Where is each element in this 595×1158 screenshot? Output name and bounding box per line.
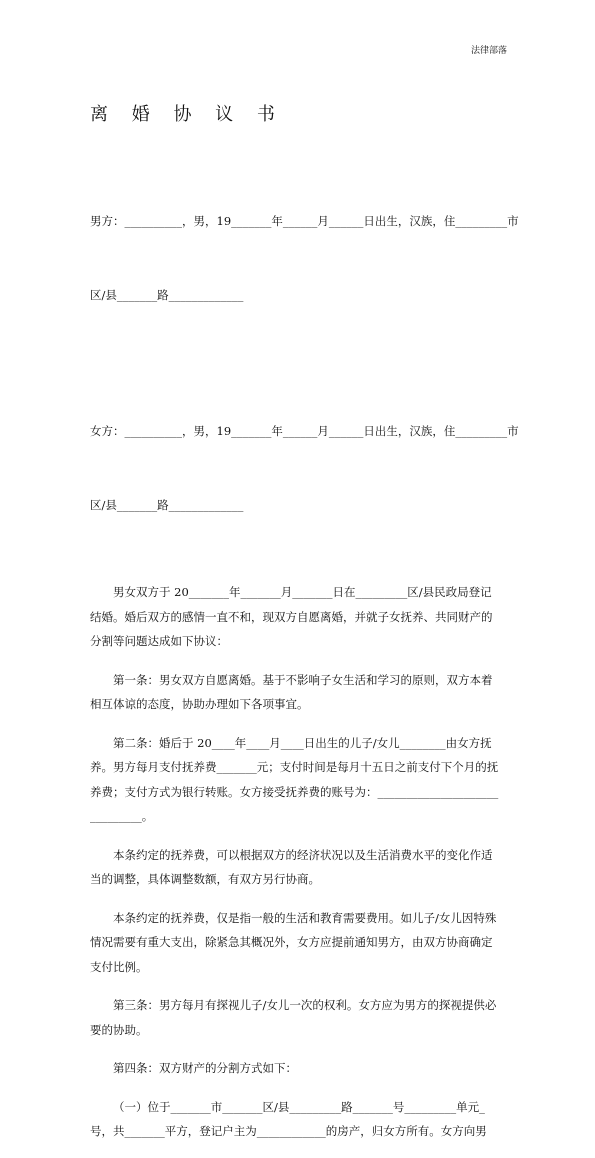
article-1: 第一条：男女双方自愿离婚。基于不影响子女生活和学习的原则，双方本着相互体谅的态度，协助办理如下各项事宜。 bbox=[90, 672, 493, 711]
document-title: 离 婚 协 议 书 bbox=[90, 104, 284, 125]
property-item-1: （一）位于_______市_______区/县_________路_______号_________单元_号，共_______平方，登记户主为____________的房产，归女方所有。女方向男 bbox=[90, 1099, 487, 1138]
male-party-line-2: 区/县_______路_____________ bbox=[90, 287, 244, 302]
male-party-line-1: 男方：__________，男，19_______年______月______日出生，汉族，住_________市 bbox=[90, 214, 519, 228]
male-party-paragraph bbox=[90, 160, 519, 356]
female-party-line-2: 区/县_______路_____________ bbox=[90, 497, 244, 512]
support-note-1: 本条约定的抚养费，可以根据双方的经济状况以及生活消费水平的变化作适当的调整，具体调整数额，有双方另行协商。 bbox=[90, 847, 493, 886]
article-3: 第三条：男方每月有探视儿子/女儿一次的权利。女方应为男方的探视提供必要的协助。 bbox=[90, 998, 497, 1037]
article-2: 第二条：婚后于 20____年____月____日出生的儿子/女儿________由女方抚养。男方每月支付抚养费_______元；支付时间是每月十五日之前支付下个月的抚养费；支付方式为银行转账。女方接受抚养费的账号为：______________________________。 bbox=[90, 735, 499, 823]
article-4: 第四条：双方财产的分割方式如下： bbox=[113, 1061, 297, 1075]
female-party-paragraph bbox=[90, 370, 519, 566]
female-party-line-1: 女方：__________，男，19_______年______月______日出生，汉族，住_________市 bbox=[90, 424, 519, 438]
intro-paragraph: 男女双方于 20_______年_______月_______日在_________区/县民政局登记结婚。婚后双方的感情一直不和，现双方自愿离婚，并就子女抚养、共同财产的分割等问题达成如下协议： bbox=[90, 585, 493, 648]
document-body bbox=[90, 160, 519, 1158]
support-note-2: 本条约定的抚养费，仅是指一般的生活和教育需要费用。如儿子/女儿因特殊情况需要有重大支出，除紧急其概况外，女方应提前通知男方，由双方协商确定支付比例。 bbox=[90, 910, 497, 974]
header-brand: 法律部落 bbox=[470, 46, 507, 56]
